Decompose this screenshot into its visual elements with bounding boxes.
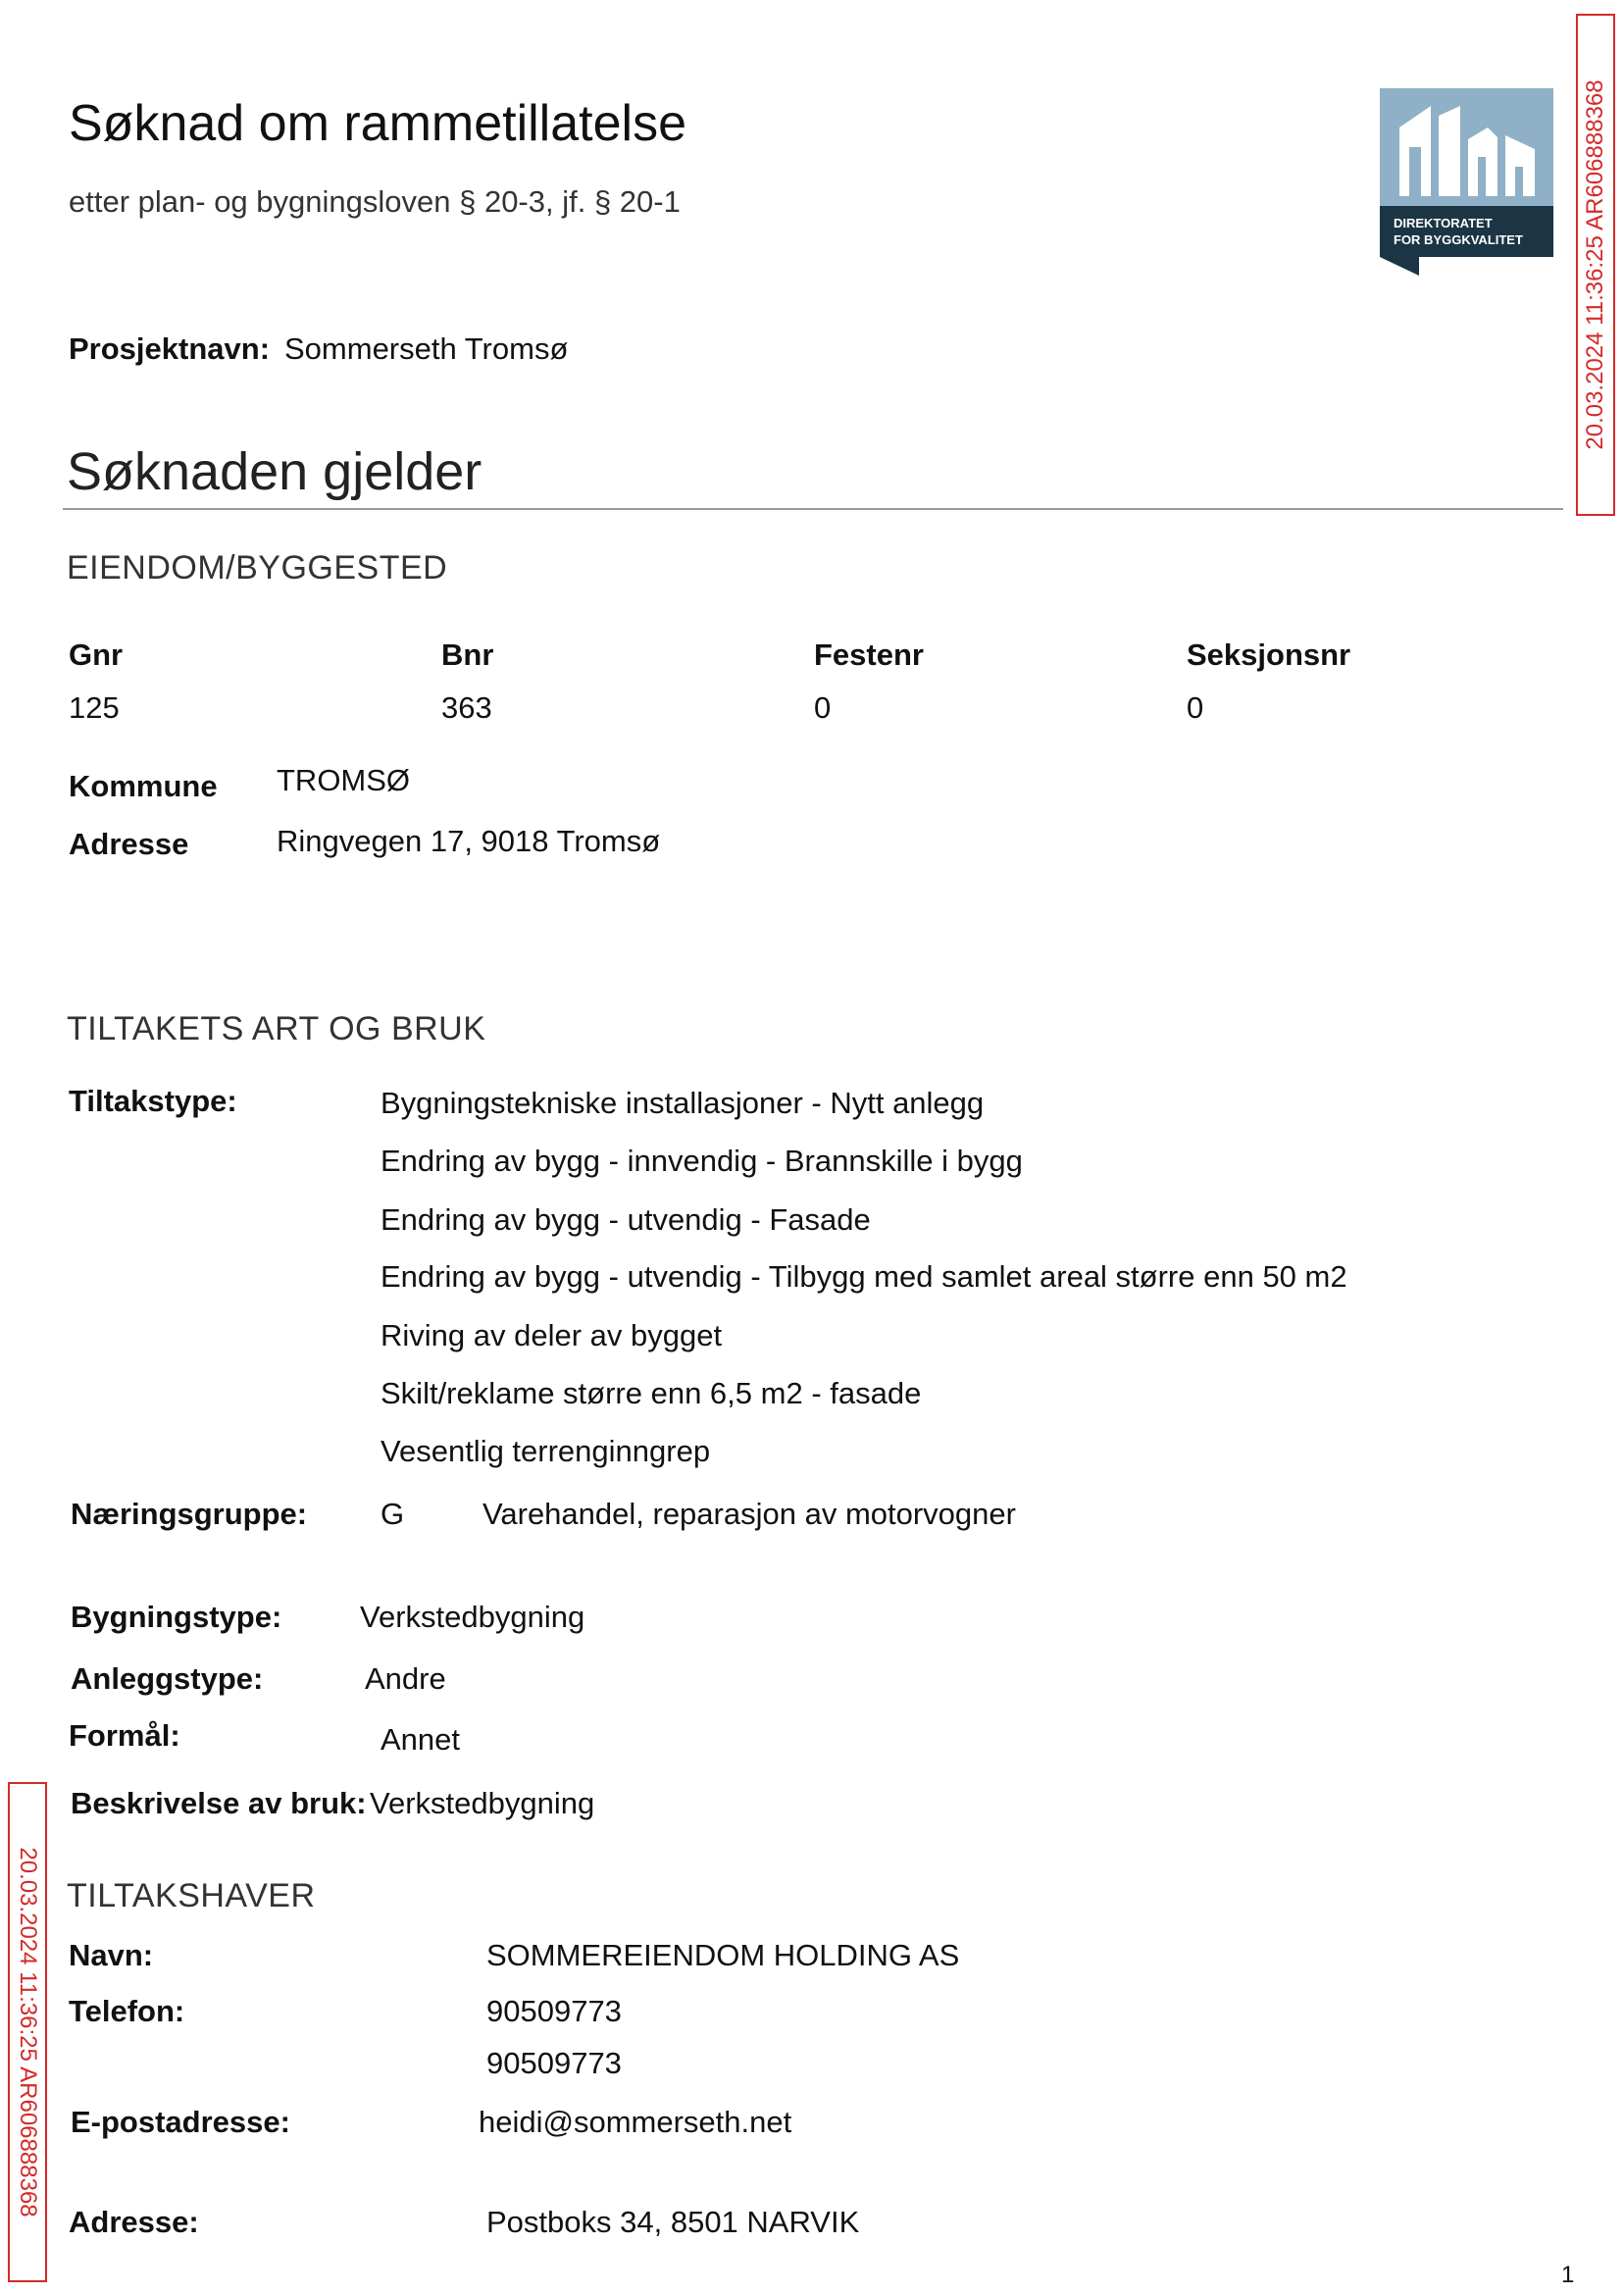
- festenr-label: Festenr: [814, 637, 924, 672]
- page-number: 1: [1561, 2262, 1575, 2288]
- section-divider: [63, 508, 1563, 510]
- festenr-value: 0: [814, 690, 832, 725]
- navn-label: Navn:: [69, 1938, 154, 1972]
- beskrivelse-value: Verkstedbygning: [370, 1786, 595, 1820]
- adresse-label: Adresse: [69, 827, 189, 861]
- formal-label: Formål:: [69, 1718, 180, 1753]
- adresse-value: Ringvegen 17, 9018 Tromsø: [277, 824, 661, 858]
- tiltakstype-item: Bygningstekniske installasjoner - Nytt anlegg: [381, 1086, 985, 1120]
- beskrivelse-label: Beskrivelse av bruk:: [71, 1786, 367, 1820]
- timestamp-stamp-bottom: [8, 1782, 47, 2282]
- tiltak-heading: TILTAKETS ART OG BRUK: [67, 1010, 486, 1047]
- gnr-label: Gnr: [69, 637, 124, 672]
- project-value: Sommerseth Tromsø: [284, 331, 569, 366]
- anleggstype-label: Anleggstype:: [71, 1661, 264, 1696]
- navn-value: SOMMEREIENDOM HOLDING AS: [486, 1938, 960, 1972]
- epost-label: E-postadresse:: [71, 2105, 290, 2139]
- tiltakstype-label: Tiltakstype:: [69, 1084, 237, 1118]
- tiltakstype-item: Skilt/reklame større enn 6,5 m2 - fasade: [381, 1376, 922, 1410]
- logo-text-line2: FOR BYGGKVALITET: [1394, 232, 1523, 247]
- tiltakshaver-heading: TILTAKSHAVER: [67, 1877, 316, 1914]
- project-label: Prosjektnavn:: [69, 331, 271, 366]
- tiltakstype-item: Endring av bygg - utvendig - Fasade: [381, 1202, 871, 1237]
- naeringsgruppe-label: Næringsgruppe:: [71, 1497, 308, 1531]
- epost-value: heidi@sommerseth.net: [479, 2105, 792, 2139]
- timestamp-stamp-top: [1576, 14, 1615, 516]
- kommune-value: TROMSØ: [277, 763, 411, 797]
- logo-bottom-block: [1380, 206, 1553, 257]
- bygningstype-value: Verkstedbygning: [360, 1600, 585, 1634]
- document-subtitle: etter plan- og bygningsloven § 20-3, jf. § 20-1: [69, 184, 681, 219]
- naeringsgruppe-text: Varehandel, reparasjon av motorvogner: [482, 1497, 1016, 1531]
- dibk-logo-icon: [1380, 88, 1553, 276]
- formal-value: Annet: [381, 1722, 461, 1757]
- tiltakstype-item: Endring av bygg - utvendig - Tilbygg med samlet areal større enn 50 m2: [381, 1259, 1347, 1294]
- tiltakshaver-adresse-value: Postboks 34, 8501 NARVIK: [486, 2205, 860, 2239]
- tiltakstype-item: Vesentlig terrenginngrep: [381, 1434, 711, 1468]
- telefon-label: Telefon:: [69, 1994, 185, 2028]
- section-title: Søknaden gjelder: [67, 442, 482, 501]
- stamp-text: 20.03.2024 11:36:25 AR606888368: [1582, 79, 1608, 450]
- tiltakstype-item: Endring av bygg - innvendig - Brannskille i bygg: [381, 1144, 1023, 1178]
- document-title: Søknad om rammetillatelse: [69, 95, 686, 152]
- logo-text-line1: DIREKTORATET: [1394, 216, 1493, 230]
- bnr-value: 363: [441, 690, 492, 725]
- naeringsgruppe-code: G: [381, 1497, 405, 1531]
- gnr-value: 125: [69, 690, 120, 725]
- logo-flag: [1380, 257, 1419, 276]
- tiltakshaver-adresse-label: Adresse:: [69, 2205, 199, 2239]
- telefon-value: 90509773: [486, 1994, 622, 2028]
- kommune-label: Kommune: [69, 769, 218, 803]
- bnr-label: Bnr: [441, 637, 494, 672]
- seksjonsnr-label: Seksjonsnr: [1187, 637, 1351, 672]
- eiendom-heading: EIENDOM/BYGGESTED: [67, 549, 448, 586]
- tiltakstype-item: Riving av deler av bygget: [381, 1318, 723, 1352]
- bygningstype-label: Bygningstype:: [71, 1600, 282, 1634]
- stamp-text: 20.03.2024 11:36:25 AR606888368: [15, 1847, 41, 2218]
- anleggstype-value: Andre: [365, 1661, 446, 1696]
- telefon-value: 90509773: [486, 2046, 622, 2080]
- seksjonsnr-value: 0: [1187, 690, 1204, 725]
